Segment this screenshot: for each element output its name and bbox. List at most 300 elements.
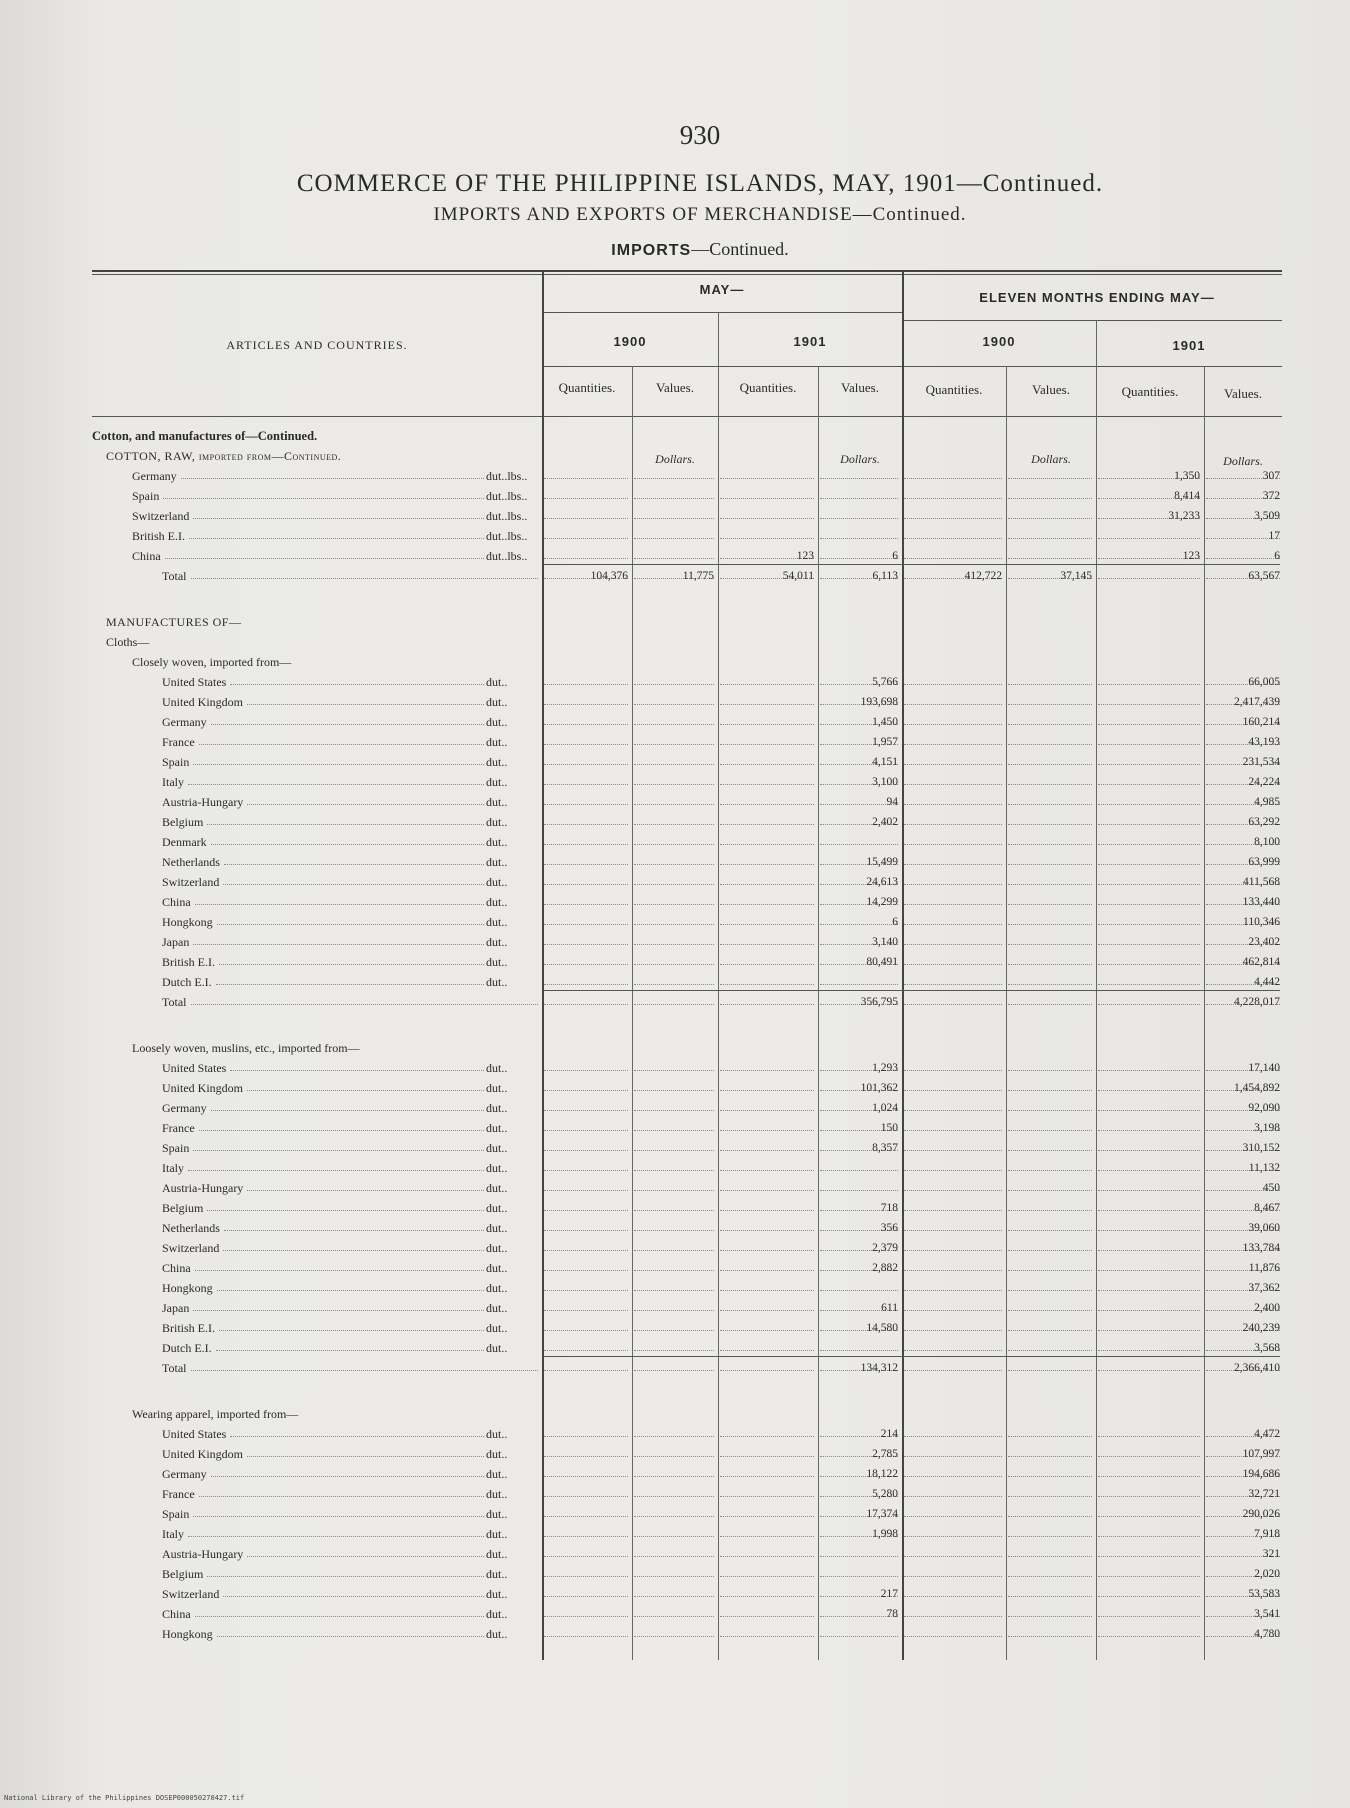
cell-leader — [544, 1536, 628, 1537]
cell-leader — [634, 884, 714, 885]
cell-value: 37,145 — [1060, 570, 1092, 582]
cell-value: 3,541 — [1254, 1608, 1280, 1620]
cell-leader — [1098, 538, 1200, 539]
row-unit: dut.. — [486, 1627, 508, 1641]
row-leader — [219, 964, 484, 965]
cell-leader — [1098, 724, 1200, 725]
cell-leader — [1008, 518, 1092, 519]
row-leader — [193, 1310, 484, 1311]
cell-value: 7,918 — [1254, 1528, 1280, 1540]
row-label: United Kingdom — [162, 1081, 243, 1095]
cell-leader — [544, 1596, 628, 1597]
subheader-values-2: Values. — [841, 380, 879, 395]
cell-leader — [634, 784, 714, 785]
cell-leader — [544, 764, 628, 765]
cell-leader — [720, 764, 814, 765]
cell-leader — [1008, 1516, 1092, 1517]
cell-leader — [904, 904, 1002, 905]
cell-leader — [904, 724, 1002, 725]
year-header-eleven-1900: 1900 — [982, 334, 1016, 349]
table-row — [92, 952, 1282, 972]
cell-leader — [1008, 904, 1092, 905]
cell-leader — [544, 1190, 628, 1191]
row-label: Switzerland — [162, 1241, 220, 1255]
cell-leader — [544, 1130, 628, 1131]
row-unit: dut.. — [486, 1161, 508, 1175]
table-row — [92, 772, 1282, 792]
row-label: China — [162, 1261, 191, 1275]
cell-leader — [1008, 1556, 1092, 1557]
cell-value: 39,060 — [1248, 1222, 1280, 1234]
row-label: China — [162, 895, 191, 909]
row-unit: dut.. — [486, 895, 508, 909]
row-unit: dut.. — [486, 755, 508, 769]
cell-leader — [1008, 1110, 1092, 1111]
row-unit: dut.. — [486, 935, 508, 949]
cell-leader — [904, 1250, 1002, 1251]
cell-leader — [634, 844, 714, 845]
cell-leader — [904, 864, 1002, 865]
row-leader — [191, 578, 539, 579]
cell-leader — [634, 558, 714, 559]
row-unit: dut.. — [486, 915, 508, 929]
cell-leader — [904, 498, 1002, 499]
cell-leader — [544, 744, 628, 745]
cell-leader — [720, 478, 814, 479]
row-unit: dut.. — [486, 835, 508, 849]
row-unit: dut.. — [486, 1061, 508, 1075]
cell-leader — [1098, 1456, 1200, 1457]
dollars-unit-2: Dollars. — [840, 452, 880, 466]
cell-leader — [1008, 1090, 1092, 1091]
row-unit: dut..lbs.. — [486, 549, 528, 563]
cell-leader — [904, 764, 1002, 765]
row-label: United States — [162, 675, 227, 689]
cell-value: 134,312 — [860, 1362, 898, 1374]
cell-leader — [720, 1070, 814, 1071]
cell-value: 4,151 — [872, 756, 898, 768]
cell-leader — [904, 924, 1002, 925]
row-leader — [224, 1230, 484, 1231]
cell-value: 231,534 — [1242, 756, 1280, 768]
cell-leader — [634, 764, 714, 765]
cell-leader — [544, 724, 628, 725]
table-row — [92, 872, 1282, 892]
cell-leader — [544, 1636, 628, 1637]
table-row — [92, 1238, 1282, 1258]
table-row — [92, 912, 1282, 932]
cell-leader — [544, 558, 628, 559]
cell-value: 1,024 — [872, 1102, 898, 1114]
cell-leader — [634, 1350, 714, 1351]
cell-leader — [544, 1210, 628, 1211]
table-row — [92, 1464, 1282, 1484]
cell-leader — [720, 864, 814, 865]
table-row — [92, 892, 1282, 912]
cell-leader — [904, 1230, 1002, 1231]
row-unit: dut.. — [486, 1241, 508, 1255]
cell-leader — [820, 1350, 898, 1351]
cell-value: 214 — [880, 1428, 898, 1440]
table-row — [92, 692, 1282, 712]
year-rule — [542, 366, 1282, 367]
row-label: Germany — [162, 715, 207, 729]
cell-leader — [904, 1436, 1002, 1437]
row-unit: dut.. — [486, 1321, 508, 1335]
cell-leader — [720, 704, 814, 705]
cell-leader — [1008, 844, 1092, 845]
cell-leader — [634, 1330, 714, 1331]
cell-leader — [1008, 724, 1092, 725]
cell-value: 8,100 — [1254, 836, 1280, 848]
row-leader — [211, 1110, 484, 1111]
cell-leader — [904, 1576, 1002, 1577]
row-label: Italy — [162, 1527, 184, 1541]
cell-leader — [820, 498, 898, 499]
row-label: Wearing apparel, imported from— — [132, 1407, 299, 1421]
cell-leader — [904, 1070, 1002, 1071]
cell-leader — [1098, 1636, 1200, 1637]
row-leader — [223, 884, 484, 885]
section-row — [92, 426, 1282, 446]
cell-leader — [1098, 1210, 1200, 1211]
total-rule — [544, 990, 1280, 991]
cell-leader — [1008, 1310, 1092, 1311]
year-header-eleven-1901: 1901 — [1172, 338, 1206, 353]
row-leader — [230, 1436, 484, 1437]
cell-leader — [1098, 1596, 1200, 1597]
dollars-unit-4: Dollars. — [1223, 454, 1263, 468]
cell-leader — [634, 1290, 714, 1291]
total-rule — [544, 564, 1280, 565]
cell-leader — [1008, 984, 1092, 985]
cell-leader — [634, 1596, 714, 1597]
subheader-values-3: Values. — [1032, 382, 1070, 397]
cell-leader — [1008, 944, 1092, 945]
cell-value: 133,440 — [1242, 896, 1280, 908]
row-label: Netherlands — [162, 1221, 220, 1235]
cell-value: 3,198 — [1254, 1122, 1280, 1134]
row-label: Austria-Hungary — [162, 1181, 244, 1195]
row-leader — [188, 1536, 484, 1537]
cell-value: 110,346 — [1243, 916, 1280, 928]
cell-leader — [634, 724, 714, 725]
cell-leader — [904, 744, 1002, 745]
cell-leader — [634, 1310, 714, 1311]
section-row — [92, 612, 1282, 632]
cell-leader — [1098, 1476, 1200, 1477]
cell-leader — [1008, 1150, 1092, 1151]
cell-leader — [544, 1370, 628, 1371]
cell-leader — [1098, 844, 1200, 845]
cell-value: 6 — [1274, 550, 1280, 562]
row-leader — [247, 704, 484, 705]
cell-leader — [1008, 744, 1092, 745]
cell-value: 15,499 — [866, 856, 898, 868]
cell-leader — [904, 1596, 1002, 1597]
row-label: Belgium — [162, 1567, 204, 1581]
cell-value: 411,568 — [1243, 876, 1280, 888]
cell-leader — [1008, 1130, 1092, 1131]
section-heading — [0, 239, 1350, 260]
cell-leader — [1098, 1170, 1200, 1171]
row-leader — [195, 1270, 484, 1271]
cell-leader — [720, 784, 814, 785]
row-label: Netherlands — [162, 855, 220, 869]
document-subtitle: IMPORTS AND EXPORTS OF MERCHANDISE—Continued. — [433, 204, 967, 225]
table-row — [92, 546, 1282, 566]
row-leader — [247, 804, 484, 805]
row-leader — [247, 1190, 484, 1191]
cell-leader — [720, 744, 814, 745]
cell-leader — [720, 1270, 814, 1271]
cell-leader — [720, 824, 814, 825]
cell-leader — [544, 1350, 628, 1351]
cell-value: 290,026 — [1242, 1508, 1280, 1520]
cell-leader — [1008, 864, 1092, 865]
cell-value: 32,721 — [1248, 1488, 1280, 1500]
cell-value: 1,450 — [872, 716, 898, 728]
cell-leader — [720, 538, 814, 539]
cell-leader — [904, 984, 1002, 985]
cell-value: 2,882 — [872, 1262, 898, 1274]
cell-leader — [904, 884, 1002, 885]
cell-value: 17,374 — [866, 1508, 898, 1520]
cell-leader — [1008, 1536, 1092, 1537]
table-row — [92, 1058, 1282, 1078]
cell-value: 31,233 — [1168, 510, 1200, 522]
cell-value: 4,442 — [1254, 976, 1280, 988]
cell-leader — [820, 844, 898, 845]
cell-leader — [904, 1310, 1002, 1311]
cell-leader — [544, 538, 628, 539]
cell-leader — [634, 824, 714, 825]
cell-value: 8,357 — [872, 1142, 898, 1154]
commerce-table — [92, 270, 1282, 1670]
row-label: Spain — [162, 755, 190, 769]
cell-leader — [904, 558, 1002, 559]
cell-leader — [634, 1210, 714, 1211]
cell-leader — [720, 684, 814, 685]
table-row — [92, 1444, 1282, 1464]
cell-leader — [1098, 1310, 1200, 1311]
cell-leader — [820, 518, 898, 519]
cell-leader — [1098, 1004, 1200, 1005]
cell-leader — [1008, 764, 1092, 765]
row-leader — [207, 1210, 484, 1211]
cell-leader — [544, 784, 628, 785]
cell-value: 307 — [1262, 470, 1280, 482]
cell-value: 6 — [892, 550, 898, 562]
cell-leader — [1008, 1496, 1092, 1497]
row-leader — [217, 1636, 484, 1637]
row-label: Switzerland — [132, 509, 190, 523]
cell-leader — [720, 884, 814, 885]
row-unit: dut..lbs.. — [486, 529, 528, 543]
cell-leader — [634, 904, 714, 905]
cell-value: 450 — [1262, 1182, 1280, 1194]
row-label: Switzerland — [162, 1587, 220, 1601]
cell-leader — [1098, 1556, 1200, 1557]
row-label: Hongkong — [162, 915, 213, 929]
row-leader — [195, 904, 484, 905]
cell-leader — [904, 1516, 1002, 1517]
cell-leader — [904, 538, 1002, 539]
cell-value: 193,698 — [860, 696, 898, 708]
row-leader — [247, 1556, 484, 1557]
cell-leader — [1098, 704, 1200, 705]
cell-leader — [1008, 1190, 1092, 1191]
cell-value: 14,580 — [866, 1322, 898, 1334]
row-leader — [195, 1616, 484, 1617]
row-leader — [199, 1130, 484, 1131]
row-label: Japan — [162, 1301, 190, 1315]
section-row — [92, 1378, 1282, 1398]
row-label: Total — [162, 995, 187, 1009]
cell-value: 123 — [796, 550, 814, 562]
cell-value: 63,567 — [1248, 570, 1280, 582]
cell-leader — [820, 1290, 898, 1291]
row-leader — [193, 1150, 484, 1151]
row-unit: dut.. — [486, 775, 508, 789]
cell-value: 133,784 — [1242, 1242, 1280, 1254]
cell-leader — [720, 1436, 814, 1437]
cell-leader — [1098, 764, 1200, 765]
row-leader — [230, 684, 484, 685]
cell-value: 2,785 — [872, 1448, 898, 1460]
table-row — [92, 1544, 1282, 1564]
cell-leader — [544, 1310, 628, 1311]
cell-leader — [634, 1496, 714, 1497]
row-label: United States — [162, 1427, 227, 1441]
cell-value: 5,280 — [872, 1488, 898, 1500]
row-leader — [216, 984, 484, 985]
cell-leader — [544, 498, 628, 499]
cell-leader — [820, 1556, 898, 1557]
cell-value: 11,775 — [682, 570, 714, 582]
eleven-rule — [902, 320, 1282, 321]
cell-value: 2,417,439 — [1234, 696, 1280, 708]
cell-leader — [634, 1576, 714, 1577]
row-unit: dut.. — [486, 695, 508, 709]
cell-leader — [904, 1270, 1002, 1271]
cell-leader — [634, 1476, 714, 1477]
table-row — [92, 1218, 1282, 1238]
cell-value: 78 — [886, 1608, 898, 1620]
row-unit: dut.. — [486, 1121, 508, 1135]
cell-leader — [1098, 1270, 1200, 1271]
row-leader — [199, 744, 484, 745]
cell-value: 107,997 — [1242, 1448, 1280, 1460]
cell-value: 24,224 — [1248, 776, 1280, 788]
row-leader — [193, 764, 484, 765]
row-label: Italy — [162, 1161, 184, 1175]
row-leader — [193, 518, 484, 519]
cell-leader — [1008, 1004, 1092, 1005]
subheader-values-1: Values. — [656, 380, 694, 395]
cell-leader — [1098, 1130, 1200, 1131]
table-row — [92, 1604, 1282, 1624]
row-label: British E.I. — [162, 955, 215, 969]
cell-leader — [904, 1496, 1002, 1497]
cell-value: 3,140 — [872, 936, 898, 948]
cell-leader — [634, 478, 714, 479]
cell-leader — [544, 844, 628, 845]
table-row — [92, 972, 1282, 992]
row-unit: dut.. — [486, 1181, 508, 1195]
cell-value: 462,814 — [1242, 956, 1280, 968]
cell-leader — [904, 1536, 1002, 1537]
row-label: Austria-Hungary — [162, 795, 244, 809]
cell-leader — [634, 1636, 714, 1637]
cell-value: 310,152 — [1242, 1142, 1280, 1154]
cell-leader — [544, 924, 628, 925]
row-leader — [230, 1070, 484, 1071]
cell-value: 2,366,410 — [1234, 1362, 1280, 1374]
row-label: British E.I. — [132, 529, 185, 543]
cell-leader — [1008, 1070, 1092, 1071]
row-unit: dut.. — [486, 1547, 508, 1561]
cell-leader — [634, 684, 714, 685]
dollars-unit-3: Dollars. — [1031, 452, 1071, 466]
cell-value: 356 — [880, 1222, 898, 1234]
cell-value: 11,132 — [1248, 1162, 1280, 1174]
row-unit: dut.. — [486, 1081, 508, 1095]
row-label: Austria-Hungary — [162, 1547, 244, 1561]
cell-leader — [904, 1190, 1002, 1191]
section-row — [92, 632, 1282, 652]
cell-value: 5,766 — [872, 676, 898, 688]
table-row — [92, 812, 1282, 832]
cell-value: 4,472 — [1254, 1428, 1280, 1440]
cell-value: 718 — [880, 1202, 898, 1214]
row-label: COTTON, RAW, imported from—Continued. — [106, 449, 342, 463]
cell-leader — [720, 804, 814, 805]
cell-leader — [1098, 1290, 1200, 1291]
row-unit: dut.. — [486, 1281, 508, 1295]
cell-leader — [720, 1476, 814, 1477]
row-unit: dut.. — [486, 735, 508, 749]
cell-leader — [720, 1004, 814, 1005]
cell-leader — [634, 1230, 714, 1231]
cell-leader — [634, 944, 714, 945]
cell-leader — [720, 1496, 814, 1497]
row-label: Belgium — [162, 1201, 204, 1215]
cell-leader — [1008, 1210, 1092, 1211]
cell-leader — [544, 1170, 628, 1171]
cell-leader — [634, 1456, 714, 1457]
cell-leader — [720, 1290, 814, 1291]
row-unit: dut.. — [486, 1467, 508, 1481]
row-label: Dutch E.I. — [162, 975, 212, 989]
cell-leader — [1098, 578, 1200, 579]
row-unit: dut.. — [486, 1201, 508, 1215]
cell-value: 14,299 — [866, 896, 898, 908]
cell-leader — [544, 944, 628, 945]
cell-value: 6 — [892, 916, 898, 928]
cell-leader — [544, 1230, 628, 1231]
cell-value: 54,011 — [782, 570, 814, 582]
cell-leader — [634, 1516, 714, 1517]
cell-leader — [1098, 904, 1200, 905]
cell-value: 150 — [880, 1122, 898, 1134]
cell-leader — [1008, 538, 1092, 539]
table-row — [92, 932, 1282, 952]
cell-value: 53,583 — [1248, 1588, 1280, 1600]
table-row — [92, 712, 1282, 732]
cell-value: 321 — [1262, 1548, 1280, 1560]
row-unit: dut.. — [486, 1567, 508, 1581]
